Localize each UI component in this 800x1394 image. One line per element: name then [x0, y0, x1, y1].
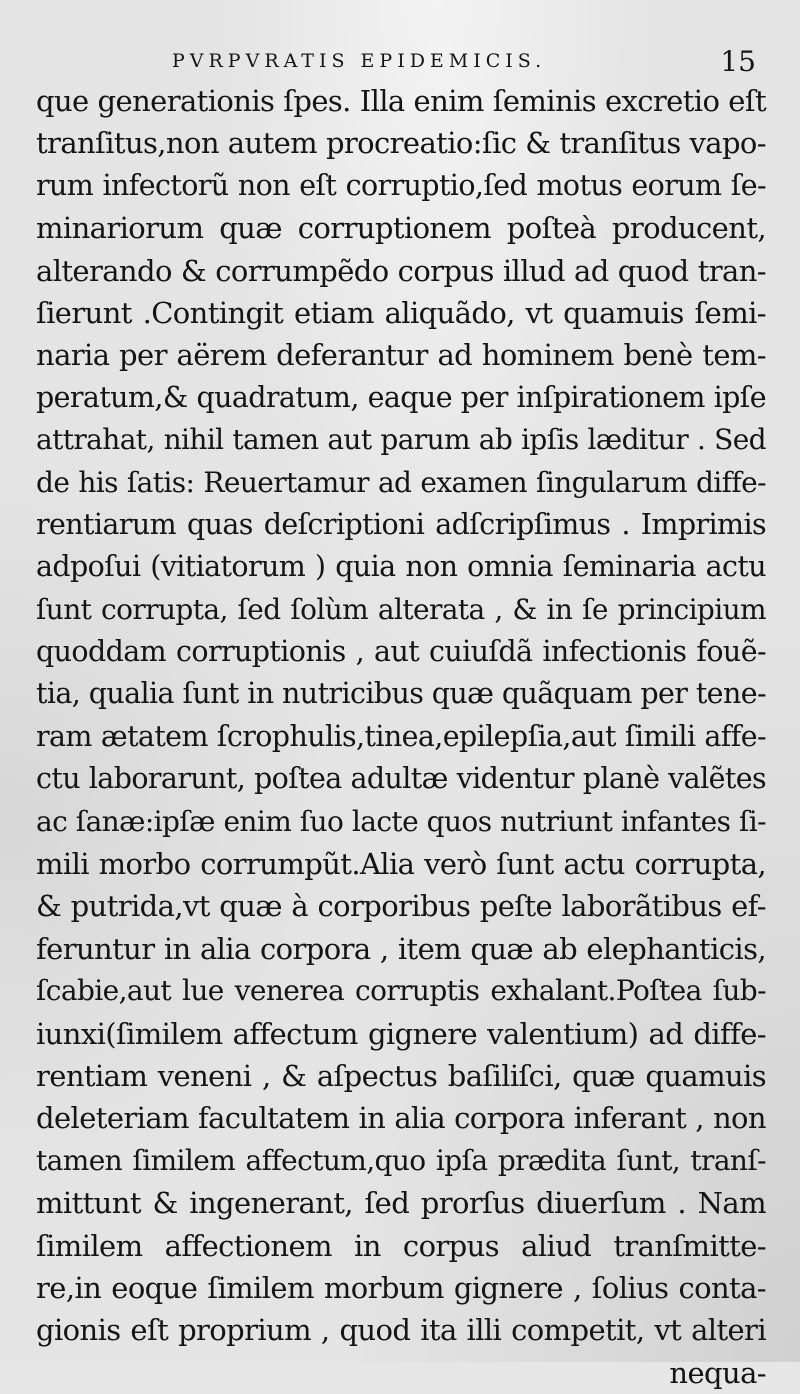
page-header: [150, 40, 760, 80]
text-line: tia, qualia ſunt in nutricibus quæ quãquam per tene-: [36, 677, 766, 711]
text-line: tranſitus,non autem procreatio:ſic & tranſitus vapo-: [36, 126, 766, 161]
text-line: que generationis ſpes. Illa enim ſeminis excretio eſt: [36, 84, 766, 118]
page-number: 15: [720, 45, 756, 78]
text-line: ctu laborarunt, poſtea adultæ videntur planè valẽtes: [36, 762, 766, 796]
text-line: peratum,& quadratum, eaque per inſpirationem ipſe: [36, 380, 766, 414]
text-line: re,in eoque ſimilem morbum gignere , ſolius conta-: [36, 1270, 766, 1305]
text-line: rum infectorũ non eſt corruptio,ſed motus eorum ſe-: [36, 168, 766, 202]
catchword: nequa-: [669, 1355, 766, 1390]
text-line: naria per aërem deferantur ad hominem benè tem-: [36, 338, 766, 373]
text-line: feruntur in alia corpora , item quæ ab elephanticis,: [36, 931, 766, 966]
text-line: quoddam corruptionis , aut cuiuſdã infectionis fouẽ-: [36, 635, 766, 669]
running-head: PVRPVRATIS EPIDEMICIS.: [172, 50, 547, 72]
text-line: ſierunt .Contingit etiam aliquãdo, vt quamuis ſemi-: [36, 295, 766, 330]
text-line: mittunt & ingenerant, ſed prorſus diuerſum . Nam: [36, 1186, 766, 1221]
text-line: minariorum quæ corruptionem poſteà producent,: [36, 211, 766, 246]
body-text: [36, 80, 766, 1394]
text-line: ac ſanæ:ipſæ enim ſuo lacte quos nutriunt infantes ſi-: [36, 804, 766, 838]
text-line: ſimilem affectionem in corpus aliud tranſmitte-: [36, 1228, 766, 1263]
text-line: de his ſatis: Reuertamur ad examen ſingularum diffe-: [36, 465, 766, 499]
text-line: ram ætatem ſcrophulis,tinea,epilepſia,aut ſimili affe-: [36, 719, 766, 753]
text-line: gionis eſt proprium , quod ita illi competit, vt alteri: [36, 1313, 766, 1348]
text-line: rentiam veneni , & aſpectus baſiliſci, quæ quamuis: [36, 1058, 766, 1093]
text-line: & putrida,vt quæ à corporibus peſte laborãtibus ef-: [36, 889, 766, 924]
text-line: iunxi(ſimilem affectum gignere valentium) ad diffe-: [36, 1016, 766, 1051]
text-line: rentiarum quas deſcriptioni adſcripſimus . Imprimis: [36, 507, 766, 541]
text-line: ſunt corrupta, ſed ſolùm alterata , & in ſe principium: [36, 592, 766, 626]
text-line: deleteriam facultatem in alia corpora inferant , non: [36, 1101, 766, 1136]
text-line: alterando & corrumpẽdo corpus illud ad quod tran-: [36, 253, 766, 288]
text-line: ſcabie,aut lue venerea corruptis exhalant.Poſtea ſub-: [36, 974, 766, 1008]
text-line: attrahat, nihil tamen aut parum ab ipſis læditur . Sed: [36, 423, 766, 457]
text-line: tamen ſimilem affectum,quo ipſa prædita ſunt, tranſ-: [36, 1143, 766, 1177]
text-line: adpoſui (vitiatorum ) quia non omnia ſeminaria actu: [36, 550, 766, 584]
text-line: mili morbo corrumpũt.Alia verò ſunt actu corrupta,: [36, 847, 766, 882]
